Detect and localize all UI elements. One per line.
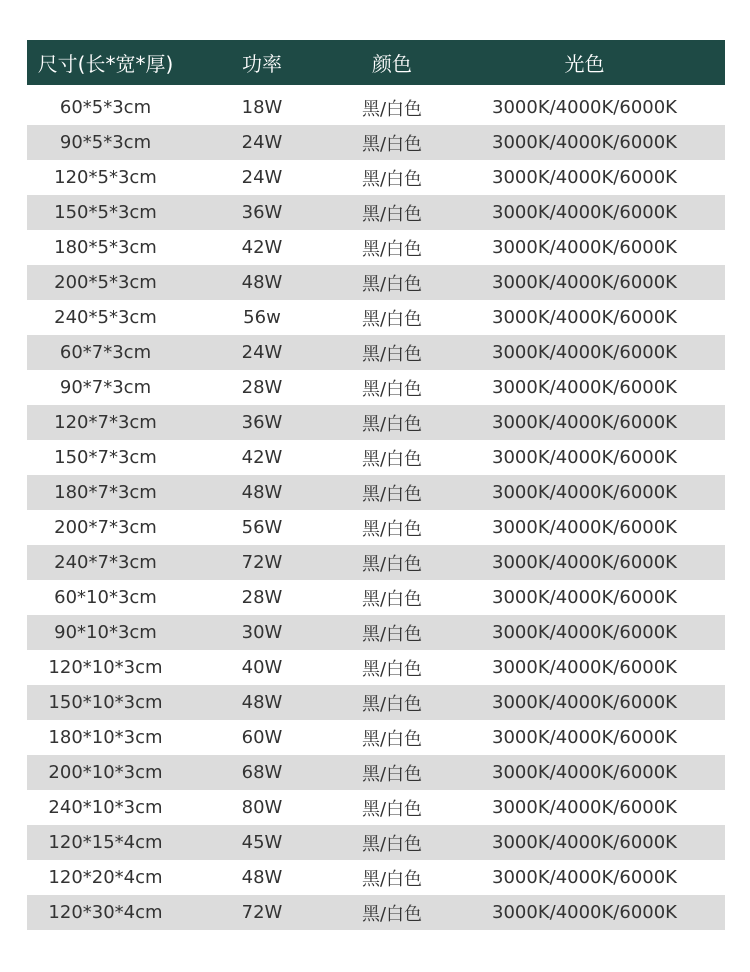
cell-light-color: 3000K/4000K/6000K xyxy=(492,412,677,433)
cell-color: 黑/白色 xyxy=(361,483,423,505)
cell-light-color: 3000K/4000K/6000K xyxy=(492,342,677,363)
cell-size: 120*5*3cm xyxy=(54,167,157,188)
cell-power: 42W xyxy=(241,447,283,468)
cell-color: 黑/白色 xyxy=(361,273,423,295)
cell-color: 黑/白色 xyxy=(361,588,423,610)
cell-light-color: 3000K/4000K/6000K xyxy=(492,517,677,538)
cell-power: 24W xyxy=(241,342,283,363)
cell-color: 黑/白色 xyxy=(361,518,423,540)
cell-light-color: 3000K/4000K/6000K xyxy=(492,167,677,188)
table-row xyxy=(27,510,725,545)
cell-size: 90*7*3cm xyxy=(59,377,152,398)
table-row xyxy=(27,650,725,685)
cell-light-color: 3000K/4000K/6000K xyxy=(492,622,677,643)
table-row xyxy=(27,685,725,720)
cell-size: 150*7*3cm xyxy=(54,447,157,468)
header-color: 颜色 xyxy=(372,52,412,76)
cell-size: 60*7*3cm xyxy=(59,342,152,363)
table-row xyxy=(27,335,725,370)
cell-light-color: 3000K/4000K/6000K xyxy=(492,132,677,153)
cell-power: 40W xyxy=(241,657,283,678)
cell-power: 24W xyxy=(241,167,283,188)
cell-size: 180*7*3cm xyxy=(54,482,157,503)
cell-color: 黑/白色 xyxy=(361,308,423,330)
cell-power: 45W xyxy=(241,832,283,853)
cell-color: 黑/白色 xyxy=(361,763,423,785)
cell-size: 120*20*4cm xyxy=(48,867,163,888)
cell-size: 90*5*3cm xyxy=(59,132,152,153)
cell-power: 28W xyxy=(241,377,283,398)
table-row xyxy=(27,300,725,335)
cell-color: 黑/白色 xyxy=(361,553,423,575)
cell-color: 黑/白色 xyxy=(361,98,423,120)
cell-power: 56w xyxy=(243,307,281,328)
cell-size: 120*30*4cm xyxy=(48,902,163,923)
cell-light-color: 3000K/4000K/6000K xyxy=(492,482,677,503)
cell-power: 24W xyxy=(241,132,283,153)
cell-light-color: 3000K/4000K/6000K xyxy=(492,797,677,818)
cell-light-color: 3000K/4000K/6000K xyxy=(492,657,677,678)
cell-color: 黑/白色 xyxy=(361,203,423,225)
cell-power: 60W xyxy=(241,727,283,748)
cell-size: 150*5*3cm xyxy=(54,202,157,223)
cell-light-color: 3000K/4000K/6000K xyxy=(492,307,677,328)
cell-light-color: 3000K/4000K/6000K xyxy=(492,272,677,293)
table-body xyxy=(27,90,725,930)
cell-color: 黑/白色 xyxy=(361,623,423,645)
cell-color: 黑/白色 xyxy=(361,833,423,855)
cell-power: 18W xyxy=(241,97,283,118)
table-row xyxy=(27,475,725,510)
cell-light-color: 3000K/4000K/6000K xyxy=(492,867,677,888)
table-row xyxy=(27,545,725,580)
cell-light-color: 3000K/4000K/6000K xyxy=(492,587,677,608)
cell-power: 48W xyxy=(241,692,283,713)
cell-power: 42W xyxy=(241,237,283,258)
cell-color: 黑/白色 xyxy=(361,448,423,470)
cell-size: 90*10*3cm xyxy=(54,622,157,643)
table-row xyxy=(27,860,725,895)
table-row xyxy=(27,160,725,195)
cell-power: 72W xyxy=(241,902,283,923)
table-header xyxy=(27,40,725,85)
table-row xyxy=(27,405,725,440)
table-row xyxy=(27,440,725,475)
cell-size: 60*5*3cm xyxy=(59,97,152,118)
cell-size: 120*15*4cm xyxy=(48,832,163,853)
cell-color: 黑/白色 xyxy=(361,868,423,890)
cell-size: 240*10*3cm xyxy=(48,797,163,818)
cell-size: 200*10*3cm xyxy=(48,762,163,783)
cell-power: 56W xyxy=(241,517,283,538)
table-row xyxy=(27,195,725,230)
table-row xyxy=(27,720,725,755)
cell-power: 36W xyxy=(241,202,283,223)
cell-power: 28W xyxy=(241,587,283,608)
cell-light-color: 3000K/4000K/6000K xyxy=(492,727,677,748)
cell-color: 黑/白色 xyxy=(361,168,423,190)
cell-color: 黑/白色 xyxy=(361,798,423,820)
table-row xyxy=(27,125,725,160)
cell-size: 200*7*3cm xyxy=(54,517,157,538)
cell-color: 黑/白色 xyxy=(361,728,423,750)
header-size: 尺寸(长*宽*厚) xyxy=(37,52,174,76)
cell-light-color: 3000K/4000K/6000K xyxy=(492,762,677,783)
cell-power: 48W xyxy=(241,272,283,293)
cell-power: 48W xyxy=(241,482,283,503)
cell-size: 60*10*3cm xyxy=(54,587,157,608)
table-row xyxy=(27,230,725,265)
table-row xyxy=(27,370,725,405)
cell-color: 黑/白色 xyxy=(361,903,423,925)
cell-light-color: 3000K/4000K/6000K xyxy=(492,832,677,853)
cell-color: 黑/白色 xyxy=(361,413,423,435)
cell-color: 黑/白色 xyxy=(361,343,423,365)
cell-light-color: 3000K/4000K/6000K xyxy=(492,97,677,118)
table-row xyxy=(27,790,725,825)
cell-light-color: 3000K/4000K/6000K xyxy=(492,692,677,713)
cell-power: 72W xyxy=(241,552,283,573)
cell-size: 240*5*3cm xyxy=(54,307,157,328)
table-row xyxy=(27,90,725,125)
cell-power: 30W xyxy=(241,622,283,643)
table-row xyxy=(27,265,725,300)
table-row xyxy=(27,580,725,615)
cell-size: 180*10*3cm xyxy=(48,727,163,748)
cell-color: 黑/白色 xyxy=(361,238,423,260)
cell-color: 黑/白色 xyxy=(361,693,423,715)
cell-size: 240*7*3cm xyxy=(54,552,157,573)
cell-power: 48W xyxy=(241,867,283,888)
cell-light-color: 3000K/4000K/6000K xyxy=(492,237,677,258)
table-row xyxy=(27,755,725,790)
cell-size: 150*10*3cm xyxy=(48,692,163,713)
cell-power: 68W xyxy=(241,762,283,783)
cell-color: 黑/白色 xyxy=(361,133,423,155)
header-power: 功率 xyxy=(242,52,282,76)
cell-size: 120*7*3cm xyxy=(54,412,157,433)
table-row xyxy=(27,895,725,930)
cell-color: 黑/白色 xyxy=(361,658,423,680)
header-light-color: 光色 xyxy=(564,52,605,76)
cell-size: 180*5*3cm xyxy=(54,237,157,258)
cell-light-color: 3000K/4000K/6000K xyxy=(492,902,677,923)
cell-light-color: 3000K/4000K/6000K xyxy=(492,552,677,573)
cell-color: 黑/白色 xyxy=(361,378,423,400)
cell-power: 36W xyxy=(241,412,283,433)
cell-light-color: 3000K/4000K/6000K xyxy=(492,447,677,468)
cell-light-color: 3000K/4000K/6000K xyxy=(492,202,677,223)
cell-size: 120*10*3cm xyxy=(48,657,163,678)
table-row xyxy=(27,825,725,860)
cell-light-color: 3000K/4000K/6000K xyxy=(492,377,677,398)
table-row xyxy=(27,615,725,650)
spec-table xyxy=(27,40,725,930)
cell-size: 200*5*3cm xyxy=(54,272,157,293)
cell-power: 80W xyxy=(241,797,283,818)
